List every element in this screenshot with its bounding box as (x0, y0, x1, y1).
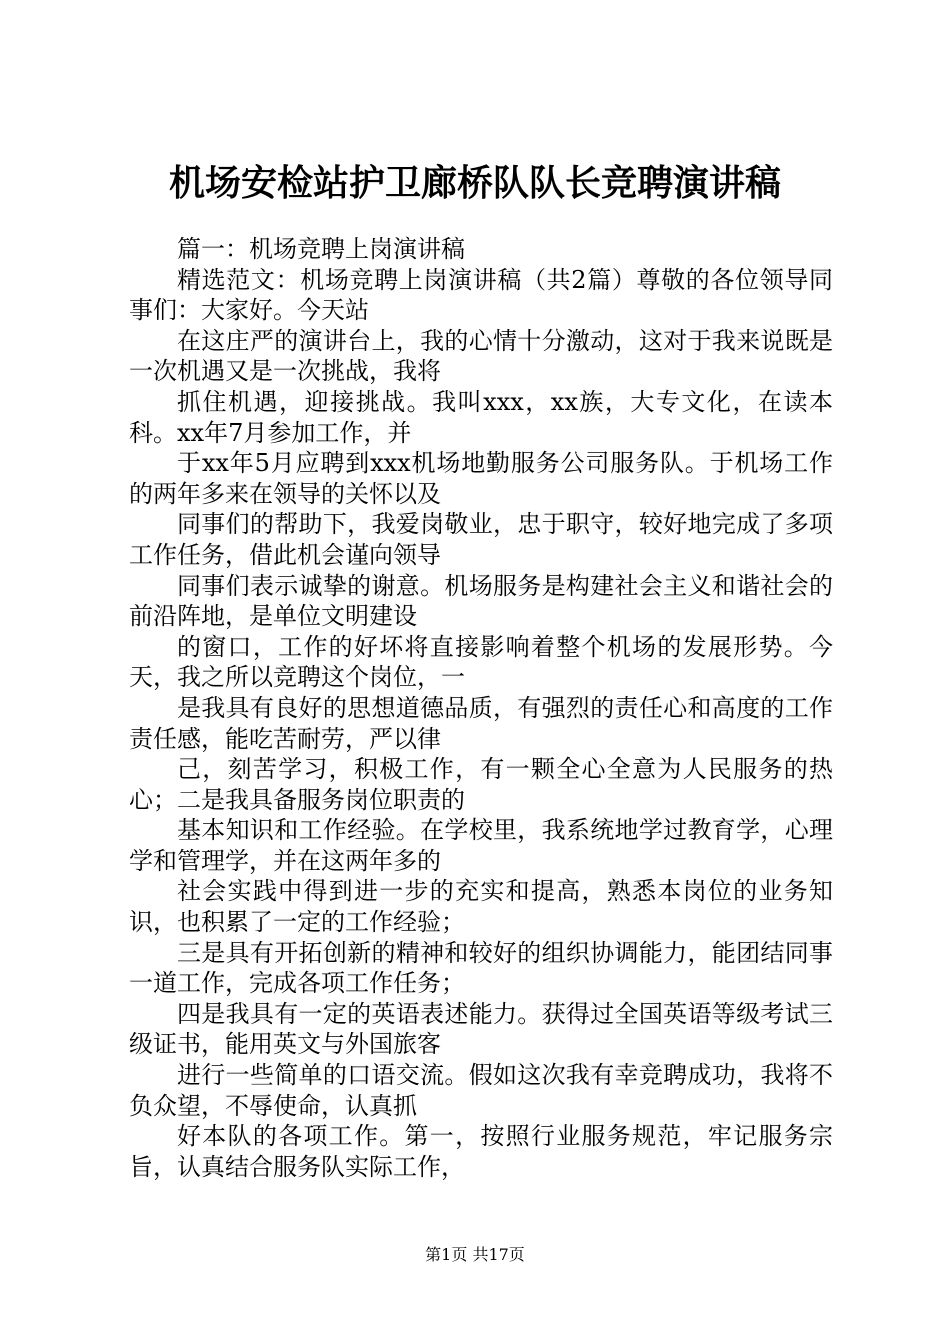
paragraph: 社会实践中得到进一步的充实和提高，熟悉本岗位的业务知识，也积累了一定的工作经验； (129, 877, 833, 937)
paragraph: 己，刻苦学习，积极工作，有一颗全心全意为人民服务的热心；二是我具备服务岗位职责的 (129, 755, 833, 814)
paragraph: 进行一些简单的口语交流。假如这次我有幸竞聘成功，我将不负众望，不辱使命，认真抓 (129, 1061, 833, 1120)
document-title: 机场安检站护卫廊桥队队长竞聘演讲稿 (168, 162, 781, 204)
document-body (129, 234, 833, 1182)
paragraph: 的窗口，工作的好坏将直接影响着整个机场的发展形势。今天，我之所以竞聘这个岗位，一 (129, 632, 833, 692)
paragraph: 抓住机遇，迎接挑战。我叫xxx，xx族，大专文化，在读本科。xx年7月参加工作，并 (129, 387, 833, 447)
paragraph: 同事们表示诚挚的谢意。机场服务是构建社会主义和谐社会的前沿阵地，是单位文明建设 (129, 571, 833, 631)
paragraph: 篇一：机场竞聘上岗演讲稿 (177, 235, 465, 263)
paragraph: 在这庄严的演讲台上，我的心情十分激动，这对于我来说既是一次机遇又是一次挑战，我将 (129, 326, 833, 386)
paragraph: 精选范文：机场竞聘上岗演讲稿（共2篇）尊敬的各位领导同事们：大家好。今天站 (129, 265, 833, 325)
paragraph: 三是具有开拓创新的精神和较好的组织协调能力，能团结同事一道工作，完成各项工作任务； (129, 938, 833, 998)
paragraph: 好本队的各项工作。第一，按照行业服务规范，牢记服务宗旨，认真结合服务队实际工作， (129, 1122, 833, 1181)
paragraph: 四是我具有一定的英语表述能力。获得过全国英语等级考试三级证书，能用英文与外国旅客 (129, 999, 833, 1059)
paragraph: 于xx年5月应聘到xxx机场地勤服务公司服务队。于机场工作的两年多来在领导的关怀以及 (129, 449, 833, 508)
paragraph: 是我具有良好的思想道德品质，有强烈的责任心和高度的工作责任感，能吃苦耐劳，严以律 (129, 693, 833, 753)
page-number-footer: 第1页 共17页 (425, 1245, 525, 1264)
paragraph: 同事们的帮助下，我爱岗敬业，忠于职守，较好地完成了多项工作任务，借此机会谨向领导 (129, 510, 833, 569)
paragraph: 基本知识和工作经验。在学校里，我系统地学过教育学，心理学和管理学，并在这两年多的 (129, 816, 833, 875)
